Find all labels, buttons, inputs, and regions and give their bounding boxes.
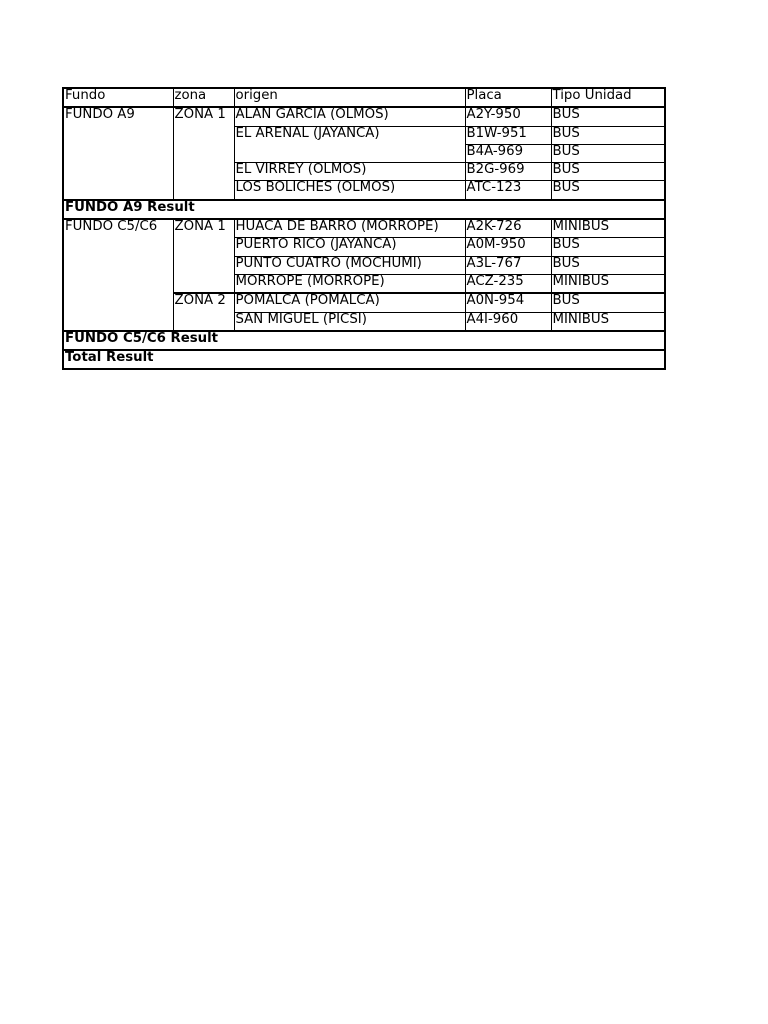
header-tipo-unidad: Tipo Unidad [551, 88, 665, 107]
placa-cell: A2Y-950 [465, 107, 551, 126]
tipo-unidad-cell: BUS [551, 126, 665, 144]
origen-cell: PUNTO CUATRO (MOCHUMI) [234, 256, 465, 274]
origen-cell: MORROPE (MORROPE) [234, 274, 465, 293]
origen-cell: EL VIRREY (OLMOS) [234, 163, 465, 181]
group-result-row [63, 331, 665, 350]
tipo-unidad-cell: BUS [551, 293, 665, 312]
placa-cell: A2K-726 [465, 219, 551, 238]
tipo-unidad-cell: MINIBUS [551, 274, 665, 293]
tipo-unidad-cell: BUS [551, 238, 665, 256]
placa-cell: B1W-951 [465, 126, 551, 144]
header-fundo: Fundo [63, 88, 173, 107]
origen-cell: SAN MIGUEL (PICSI) [234, 312, 465, 331]
origen-cell: POMALCA (POMALCA) [234, 293, 465, 312]
header-placa: Placa [465, 88, 551, 107]
pivot-table-body [63, 88, 665, 369]
table-row [63, 219, 665, 238]
origen-cell: EL ARENAL (JAYANCA) [234, 126, 465, 163]
zona-cell: ZONA 1 [173, 107, 234, 199]
tipo-unidad-cell: BUS [551, 256, 665, 274]
total-result-row [63, 350, 665, 369]
tipo-unidad-cell: MINIBUS [551, 312, 665, 331]
tipo-unidad-cell: BUS [551, 181, 665, 200]
fundo-cell: FUNDO A9 [63, 107, 173, 199]
placa-cell: ATC-123 [465, 181, 551, 200]
placa-cell: A4I-960 [465, 312, 551, 331]
placa-cell: B4A-969 [465, 144, 551, 162]
origen-cell: HUACA DE BARRO (MORROPE) [234, 219, 465, 238]
group-result-label: FUNDO A9 Result [63, 200, 665, 219]
placa-cell: A0N-954 [465, 293, 551, 312]
group-result-label: FUNDO C5/C6 Result [63, 331, 665, 350]
total-result-label: Total Result [63, 350, 665, 369]
header-zona: zona [173, 88, 234, 107]
tipo-unidad-cell: MINIBUS [551, 219, 665, 238]
zona-cell: ZONA 2 [173, 293, 234, 331]
tipo-unidad-cell: BUS [551, 107, 665, 126]
placa-cell: B2G-969 [465, 163, 551, 181]
origen-cell: PUERTO RICO (JAYANCA) [234, 238, 465, 256]
header-row [63, 88, 665, 107]
origen-cell: LOS BOLICHES (OLMOS) [234, 181, 465, 200]
placa-cell: A0M-950 [465, 238, 551, 256]
tipo-unidad-cell: BUS [551, 163, 665, 181]
header-origen: origen [234, 88, 465, 107]
pivot-table [62, 87, 666, 370]
placa-cell: A3L-767 [465, 256, 551, 274]
fundo-cell: FUNDO C5/C6 [63, 219, 173, 331]
origen-cell: ALAN GARCIA (OLMOS) [234, 107, 465, 126]
group-result-row [63, 200, 665, 219]
zona-cell: ZONA 1 [173, 219, 234, 293]
table-row [63, 107, 665, 126]
tipo-unidad-cell: BUS [551, 144, 665, 162]
placa-cell: ACZ-235 [465, 274, 551, 293]
